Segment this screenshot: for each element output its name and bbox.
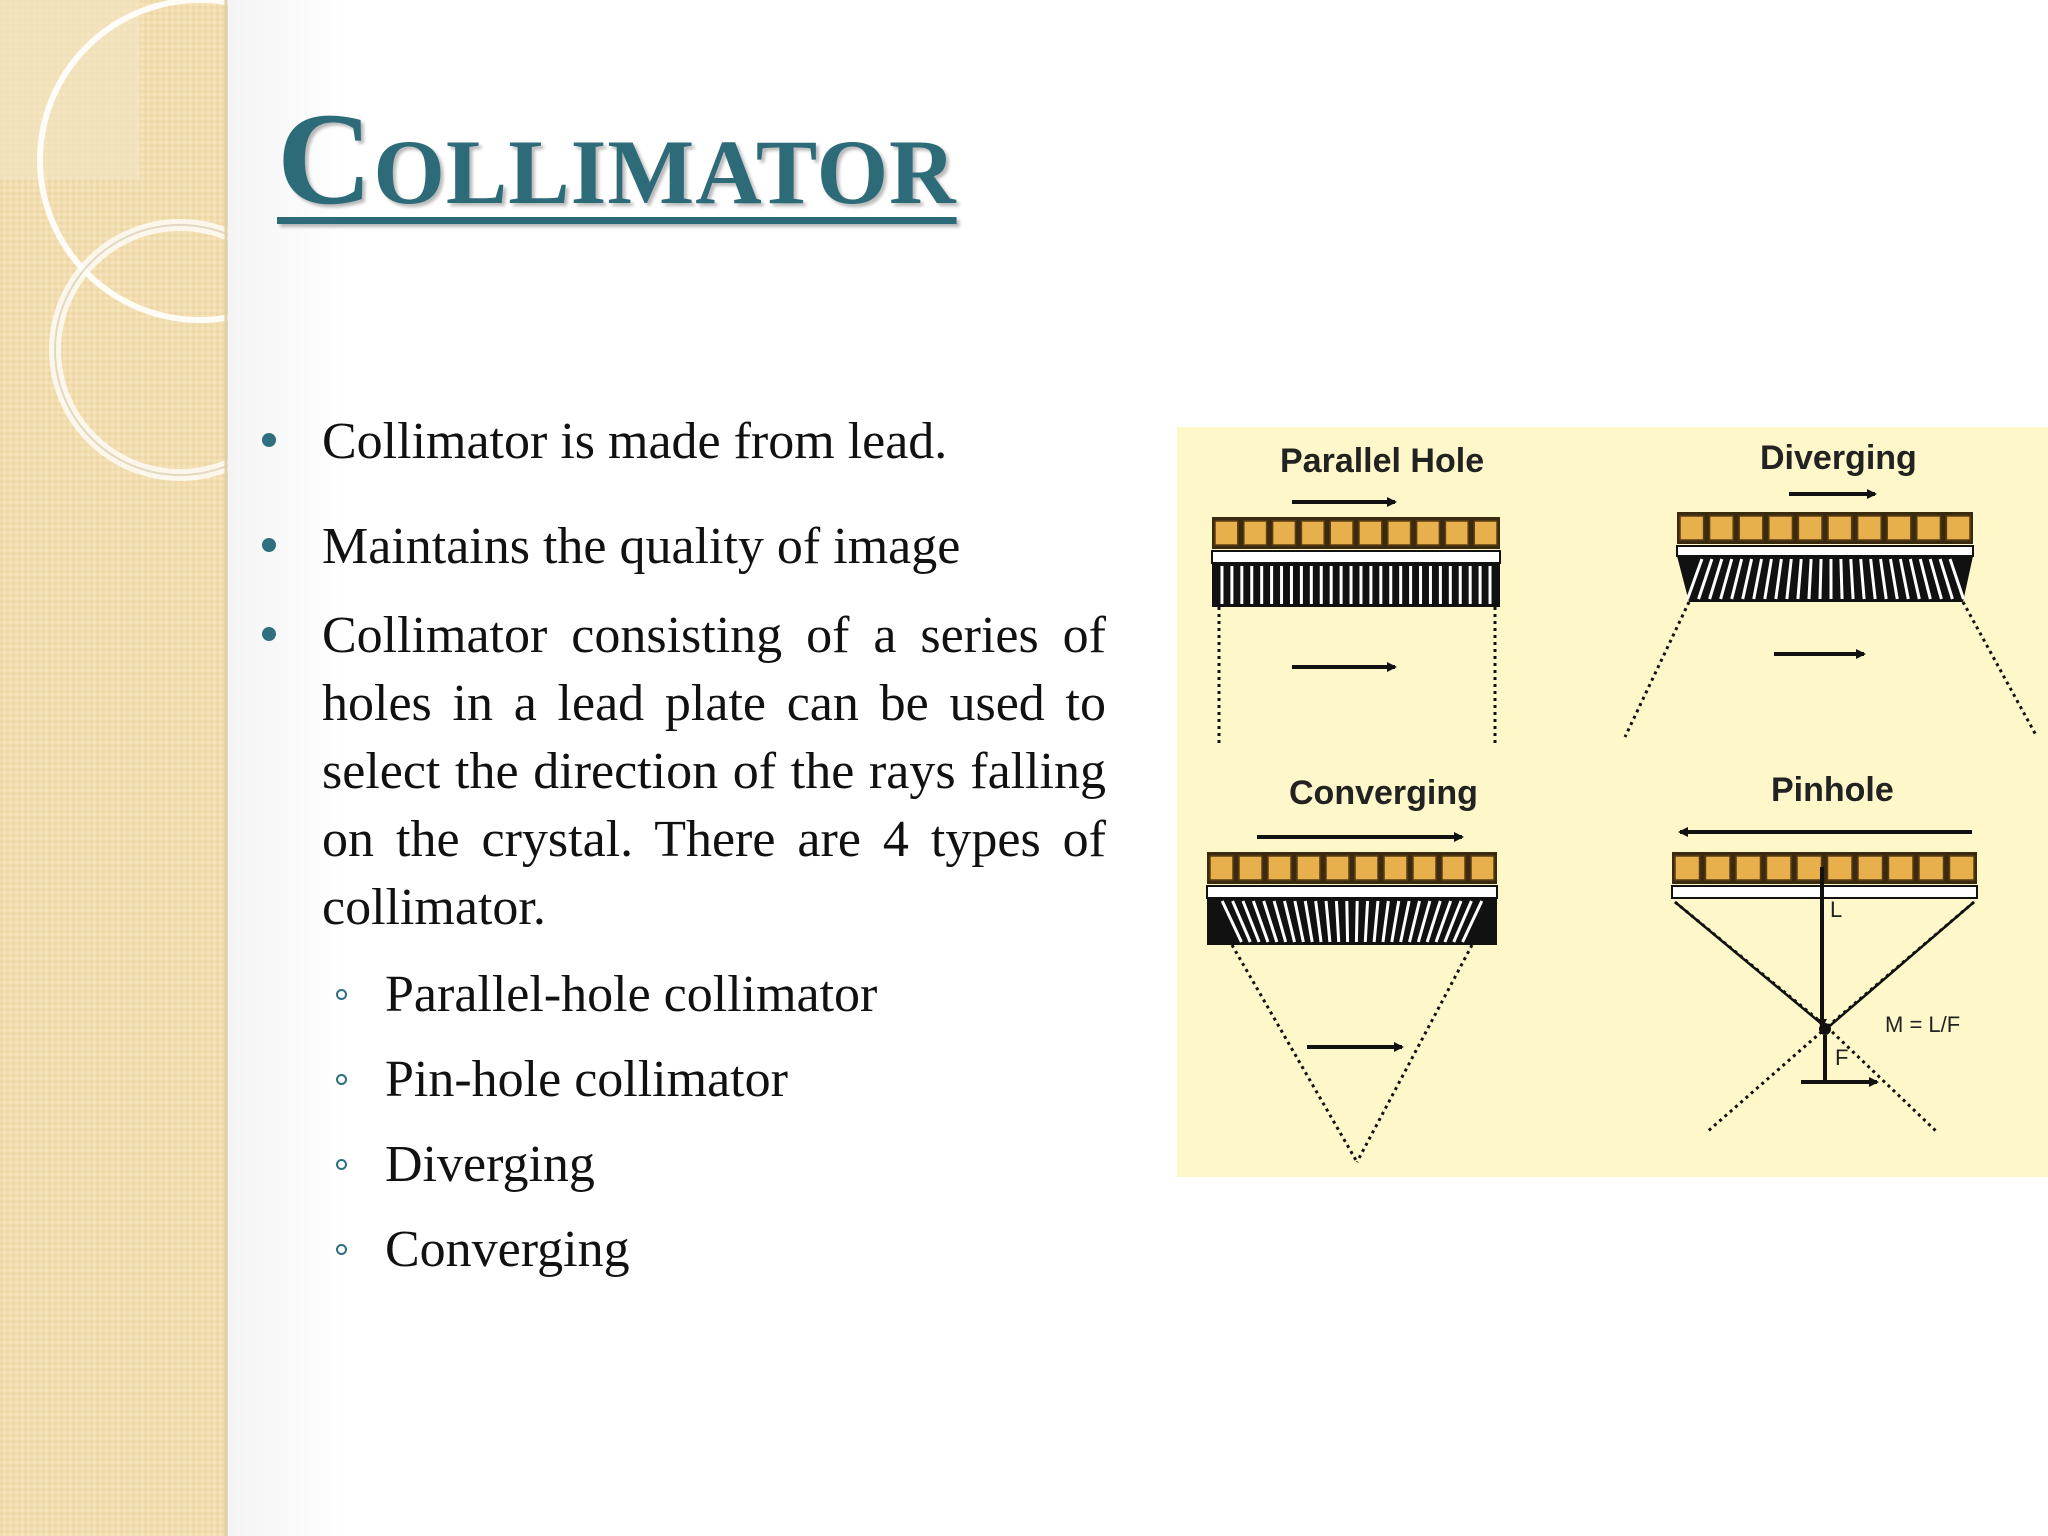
pinhole-F-label: F [1835, 1045, 1849, 1070]
crystal-block [1797, 856, 1822, 880]
collimator-hole [1347, 901, 1348, 942]
collimator-types-figure [1177, 427, 2048, 1177]
crystal-block [1710, 516, 1734, 540]
crystal-block [1474, 521, 1497, 545]
crystal-block [1413, 856, 1436, 880]
collimator-plate [1212, 563, 1500, 607]
converging-label: Converging [1289, 774, 1478, 812]
bullet-dot-icon [262, 627, 276, 641]
crystal-block [1858, 856, 1883, 880]
sub-bullet-text: Diverging [385, 1136, 595, 1193]
hollow-bullet-icon [336, 1244, 347, 1255]
crystal-block [1767, 856, 1792, 880]
crystal-block [1301, 521, 1324, 545]
parallel-hole-label: Parallel Hole [1280, 442, 1485, 480]
crystal-block [1917, 516, 1941, 540]
collimator-hole [1841, 559, 1842, 599]
bullet-item-2 [322, 513, 1106, 581]
crystal-block [1359, 521, 1382, 545]
crystal-block [1769, 516, 1793, 540]
crystal-block [1471, 856, 1494, 880]
crystal-block [1210, 856, 1233, 880]
sub-bullet-text: Converging [385, 1221, 630, 1278]
crystal-block [1268, 856, 1291, 880]
crystal-block [1828, 516, 1852, 540]
collimator-hole [1356, 901, 1357, 942]
crystal-block [1445, 521, 1468, 545]
bullet-text: Collimator consisting of a series of holes in a lead plate can be used to select the direction of the rays falling on the crystal. There are 4 types of collimator. [322, 607, 1106, 936]
pinhole-L-label: L [1830, 897, 1843, 922]
bullet-dot-icon [262, 538, 276, 552]
crystal-block [1239, 856, 1262, 880]
hollow-bullet-icon [336, 989, 347, 1000]
sidebar-decoration [0, 0, 228, 1536]
magnification-formula: M = L/F [1885, 1012, 1961, 1037]
crystal-block [1330, 521, 1353, 545]
crystal-block [1442, 856, 1465, 880]
crystal-block [1384, 856, 1407, 880]
crystal-block [1417, 521, 1440, 545]
crystal-block [1798, 516, 1822, 540]
pinhole-label: Pinhole [1771, 771, 1894, 809]
sub-bullet-item-2 [385, 1046, 788, 1114]
crystal-block [1950, 856, 1975, 880]
bullet-item-3 [322, 602, 1106, 942]
bullet-text: Collimator is made from lead. [322, 413, 948, 470]
crystal-block [1675, 856, 1700, 880]
diverging-label: Diverging [1760, 439, 1917, 477]
crystal-block [1828, 856, 1853, 880]
hollow-bullet-icon [336, 1159, 347, 1170]
sub-bullet-item-3 [385, 1131, 595, 1199]
collimator-hole [1820, 559, 1821, 599]
crystal-block [1355, 856, 1378, 880]
crystal-block [1244, 521, 1267, 545]
sub-bullet-text: Pin-hole collimator [385, 1051, 788, 1108]
crystal-block [1858, 516, 1882, 540]
hollow-bullet-icon [336, 1074, 347, 1085]
crystal-block [1889, 856, 1914, 880]
crystal-block [1297, 856, 1320, 880]
crystal-block [1326, 856, 1349, 880]
crystal-block [1273, 521, 1296, 545]
crystal-block [1388, 521, 1411, 545]
bullet-dot-icon [262, 433, 276, 447]
sub-bullet-text: Parallel-hole collimator [385, 966, 878, 1023]
crystal-block [1706, 856, 1731, 880]
crystal-block [1739, 516, 1763, 540]
sub-bullet-item-4 [385, 1216, 630, 1284]
crystal-block [1946, 516, 1970, 540]
crystal-block [1215, 521, 1238, 545]
bullet-item-1 [322, 408, 1106, 476]
crystal-block [1680, 516, 1704, 540]
crystal-block [1736, 856, 1761, 880]
sub-bullet-item-1 [385, 961, 877, 1029]
crystal-block [1919, 856, 1944, 880]
crystal-block [1887, 516, 1911, 540]
bullet-text: Maintains the quality of image [322, 518, 961, 575]
slide-title: Collimator [277, 85, 957, 232]
